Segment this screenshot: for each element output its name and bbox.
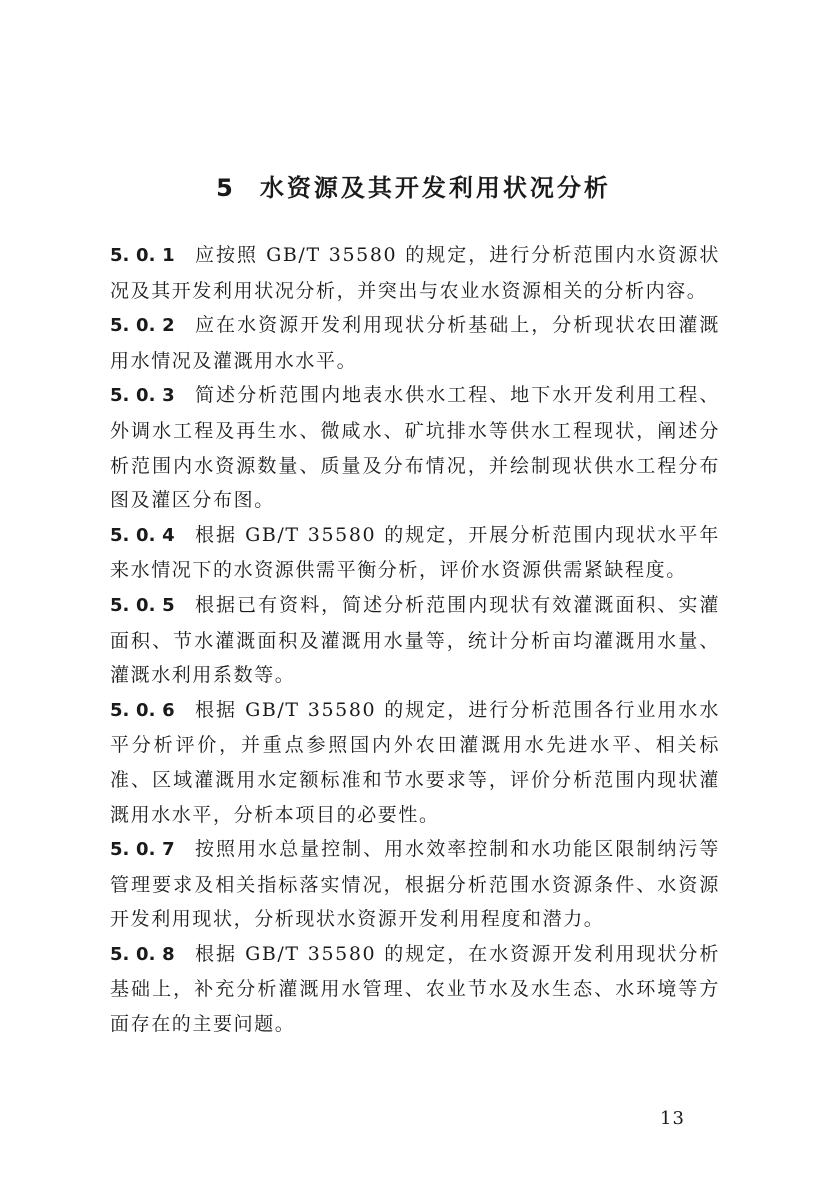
chapter-title-text: 水资源及其开发利用状况分析 [259,174,611,203]
chapter-title [0,168,827,208]
clause-5-0-2 [110,308,720,378]
chapter-number: 5 [216,174,236,203]
clause-text: 根据已有资料，简述分析范围内现状有效灌溉面积、实灌面积、节水灌溉面积及灌溉用水量等，统计分析亩均灌溉用水量、灌溉水利用系数等。 [110,593,720,687]
clause-number: 5. 0. 1 [110,245,175,266]
clause-list [110,238,720,1042]
clause-text: 根据 GB/T 35580 的规定，在水资源开发利用现状分析基础上，补充分析灌溉用水管理、农业节水及水生态、水环境等方面存在的主要问题。 [110,942,720,1036]
clause-number: 5. 0. 5 [110,594,175,616]
clause-5-0-7 [110,832,720,937]
clause-text: 根据 GB/T 35580 的规定，开展分析范围内现状水平年来水情况下的水资源供需平衡分析，评价水资源供需紧缺程度。 [110,523,720,582]
clause-text: 根据 GB/T 35580 的规定，进行分析范围各行业用水水平分析评价，并重点参照国内外农田灌溉用水先进水平、相关标准、区域灌溉用水定额标准和节水要求等，评价分析范围内现状灌溉用水水平，分析本项目的必要性。 [110,698,720,826]
clause-number: 5. 0. 7 [110,839,175,861]
clause-text: 应在水资源开发利用现状分析基础上，分析现状农田灌溉用水情况及灌溉用水水平。 [110,314,720,372]
clause-5-0-3 [110,378,720,517]
clause-text: 简述分析范围内地表水供水工程、地下水开发利用工程、外调水工程及再生水、微咸水、矿坑排水等供水工程现状，阐述分析范围内水资源数量、质量及分布情况，并绘制现状供水工程分布图及灌区分布图。 [110,384,720,512]
page-number: 13 [660,1108,685,1129]
clause-text: 应按照 GB/T 35580 的规定，进行分析范围内水资源状况及其开发利用状况分析，并突出与农业水资源相关的分析内容。 [110,244,720,302]
clause-number: 5. 0. 3 [110,385,175,407]
clause-number: 5. 0. 2 [110,315,175,337]
clause-5-0-1 [110,238,720,308]
clause-text: 按照用水总量控制、用水效率控制和水功能区限制纳污等管理要求及相关指标落实情况，根据分析范围水资源条件、水资源开发利用现状，分析现状水资源开发利用程度和潜力。 [110,838,720,931]
clause-5-0-4 [110,518,720,588]
clause-5-0-5 [110,588,720,693]
clause-5-0-6 [110,693,720,832]
clause-number: 5. 0. 6 [110,699,175,721]
clause-number: 5. 0. 8 [110,943,175,965]
clause-number: 5. 0. 4 [110,524,175,546]
clause-5-0-8 [110,937,720,1042]
